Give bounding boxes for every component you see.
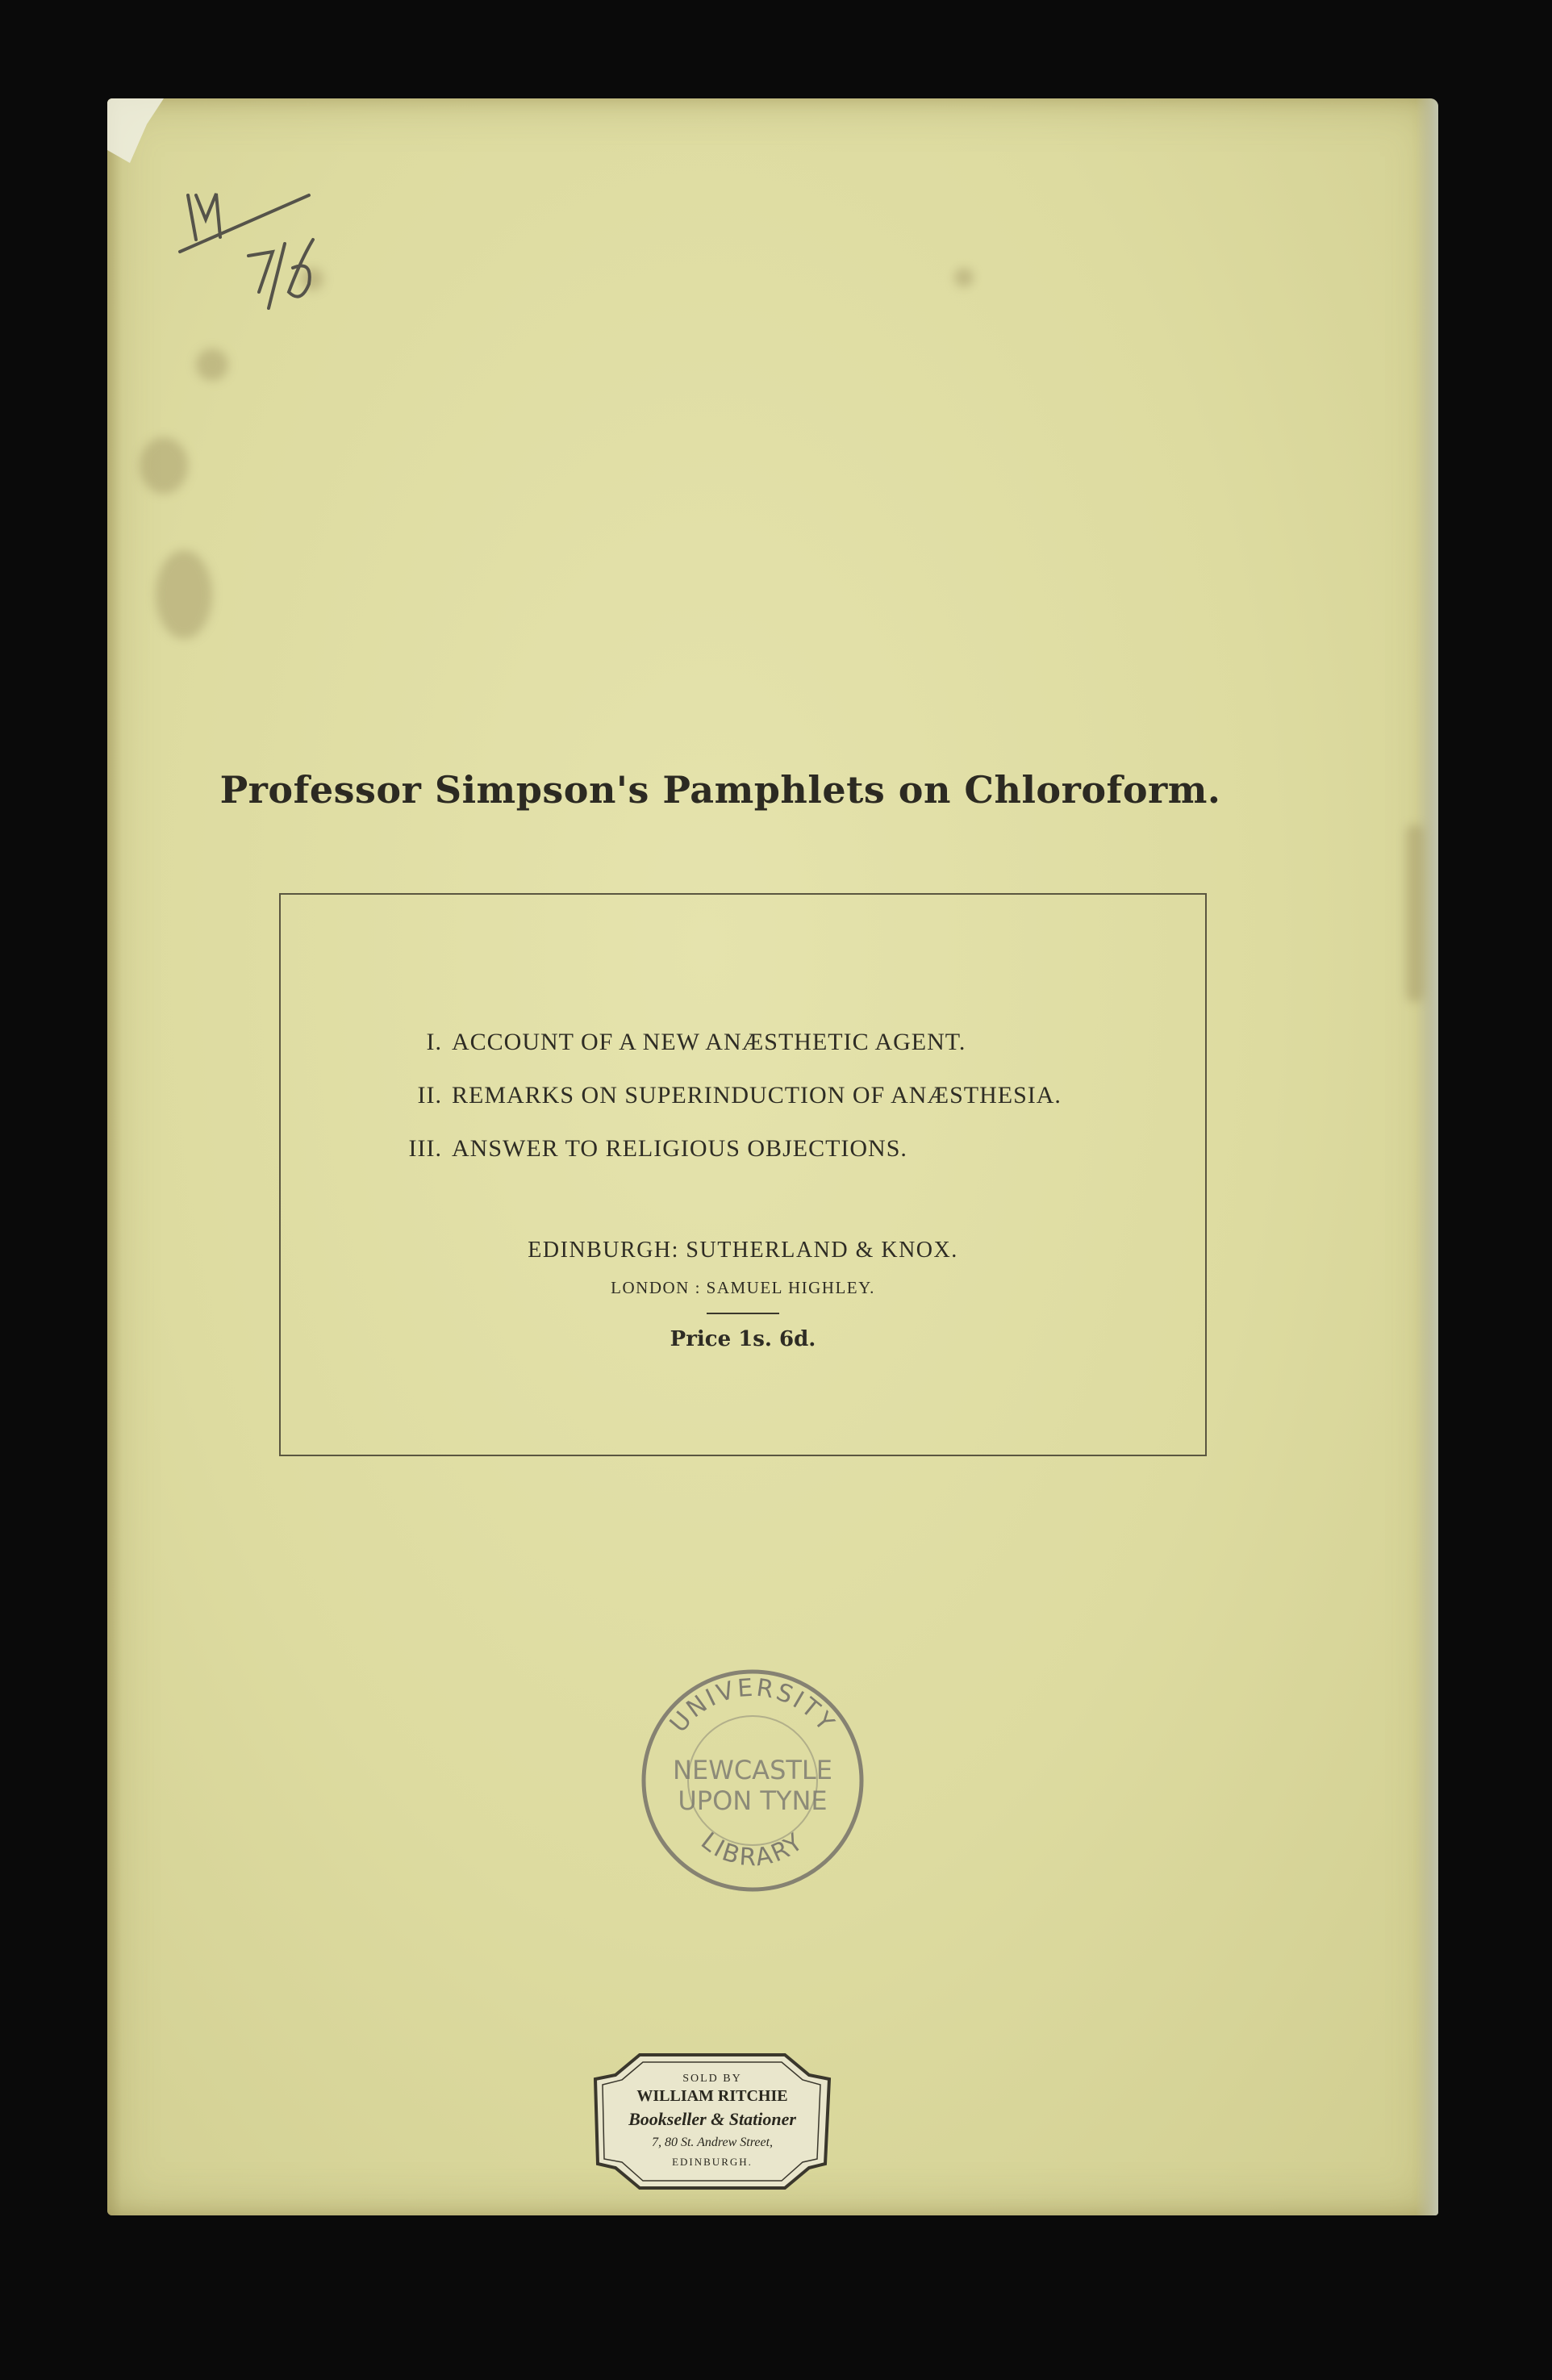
handwritten-price-note xyxy=(172,163,357,324)
stamp-line: NEWCASTLE xyxy=(673,1755,832,1785)
label-line: Bookseller & Stationer xyxy=(628,2109,796,2129)
price-line: Price 1s. 6d. xyxy=(670,1327,816,1351)
torn-corner xyxy=(107,98,164,163)
item-text: REMARKS ON SUPERINDUCTION OF ANÆSTHESIA. xyxy=(452,1082,1062,1109)
label-line: 7, 80 St. Andrew Street, xyxy=(651,2136,774,2149)
stain xyxy=(954,268,974,287)
right-edge xyxy=(1416,98,1438,2215)
bookseller-label xyxy=(591,2051,833,2192)
svg-text:UNIVERSITY xyxy=(665,1674,841,1739)
stamp-top-text: UNIVERSITY xyxy=(664,1673,841,1739)
label-line: EDINBURGH. xyxy=(672,2156,753,2168)
publisher-line: EDINBURGH: SUTHERLAND & KNOX. xyxy=(528,1238,958,1263)
pamphlet-cover xyxy=(107,98,1438,2215)
london-agent-line: LONDON : SAMUEL HIGHLEY. xyxy=(611,1278,875,1297)
cover-title: Professor Simpson's Pamphlets on Chloroform. xyxy=(219,768,1221,812)
imprint xyxy=(281,1238,1205,1351)
library-stamp xyxy=(632,1660,874,1902)
contents-frame xyxy=(279,893,1207,1456)
stain xyxy=(156,550,212,639)
stain xyxy=(1406,825,1424,1002)
list-item xyxy=(353,1016,1160,1069)
item-numeral: I. xyxy=(426,1029,442,1055)
stamp-line: UPON TYNE xyxy=(678,1785,828,1816)
svg-text:LIBRARY xyxy=(695,1827,810,1873)
item-text: ACCOUNT OF A NEW ANÆSTHETIC AGENT. xyxy=(452,1029,966,1055)
label-line: SOLD BY xyxy=(682,2073,742,2085)
stain xyxy=(196,349,228,381)
label-line: WILLIAM RITCHIE xyxy=(636,2087,788,2105)
spine-edge xyxy=(107,98,122,2215)
contents-list xyxy=(353,1016,1160,1175)
item-numeral: II. xyxy=(417,1082,442,1109)
stamp-bottom-text: LIBRARY xyxy=(695,1827,810,1873)
list-item xyxy=(353,1122,1160,1175)
item-text: ANSWER TO RELIGIOUS OBJECTIONS. xyxy=(452,1135,907,1162)
show-through-text xyxy=(341,663,1269,704)
show-through-text xyxy=(341,502,1269,550)
list-item xyxy=(353,1069,1160,1122)
stain xyxy=(140,437,188,494)
item-numeral: III. xyxy=(408,1135,442,1162)
divider xyxy=(707,1313,779,1314)
